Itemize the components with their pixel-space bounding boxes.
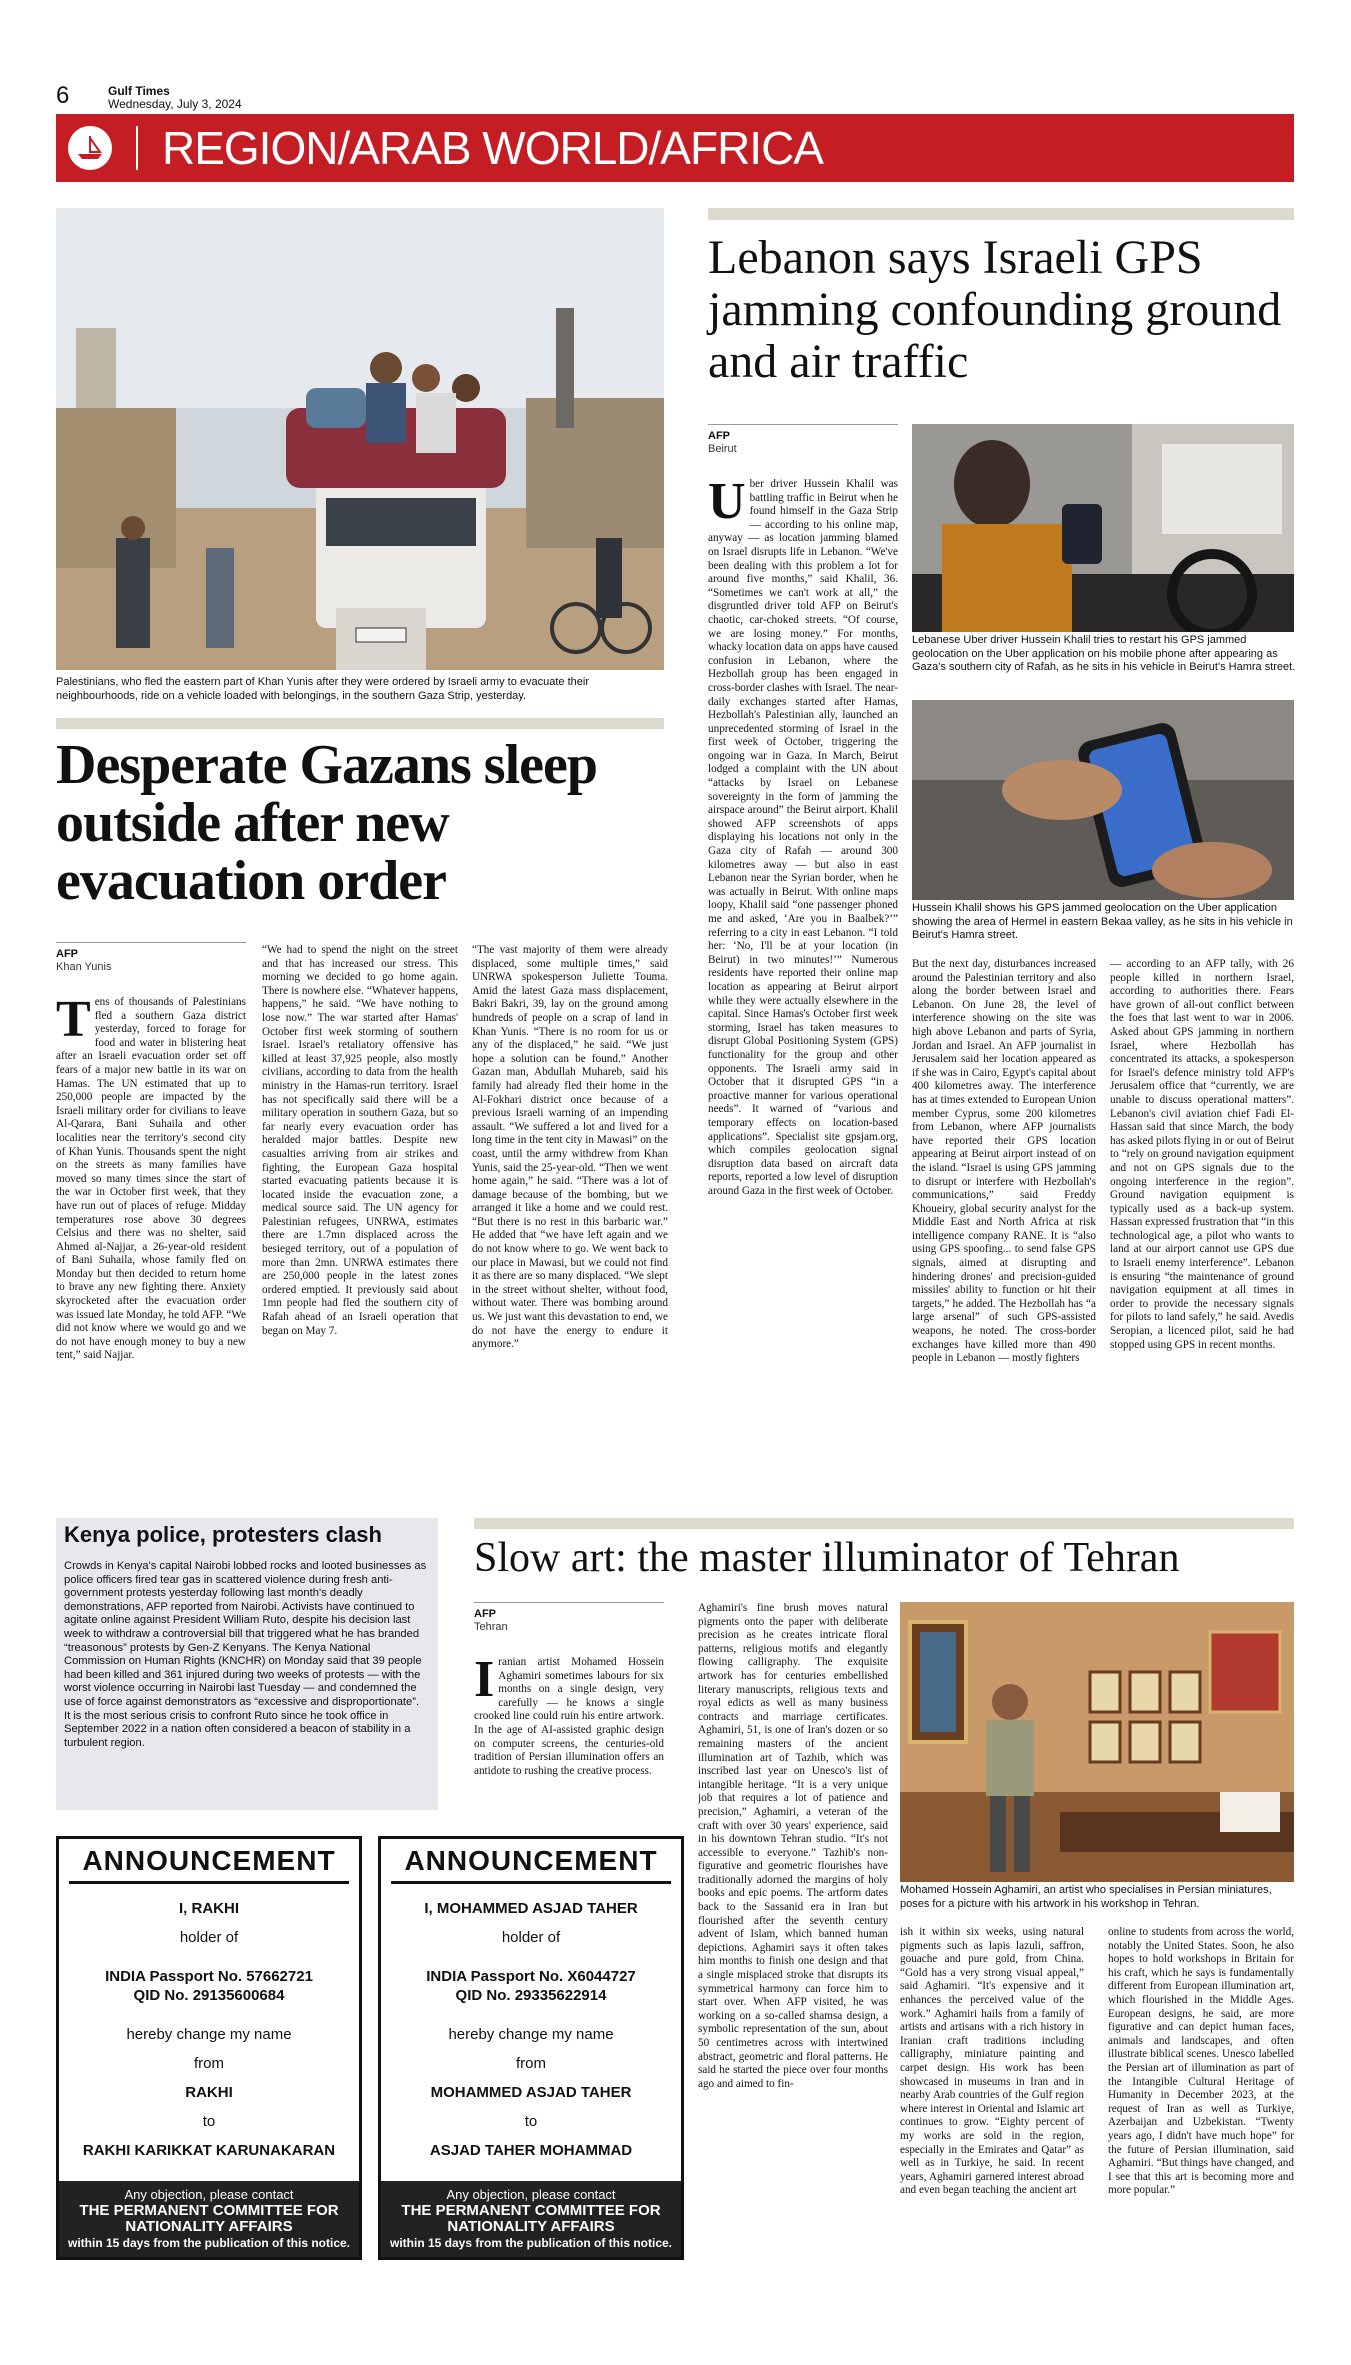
announcement-2-from: from	[516, 2055, 546, 2072]
lebanon-column-3: — according to an AFP tally, with 26 people killed in northern Israel, according to authorities there. Fears have grown of all-out conflict between the foes that last went to war in 2006. Asked about GPS jamming in northern Israel, where Hezbollah has concentrated its attacks, a spokesperson for Israel's defence ministry told AFP's Jerusalem office that “currently, we are unable to discuss operational matters”. Lebanon's civil aviation chief Fadi El-Hassan said that since March, the body has asked pilots flying in or out of Beirut to “rely on ground navigation equipment and not on GPS signals due to the ongoing interference in the region”. Ground navigation equipment is typically used as a back-up system. Hassan expressed frustration that “in this technological age, a pilot who wants to land at our airport cannot use GPS due to Israeli enemy interference”. Lebanon is ensuring “the maintenance of ground navigation equipment at all times in order to provide the necessary signals for pilots to land safely,” he said. Avedis Seropian, a licenced pilot, said he had stopped using GPS in recent months.	[1110, 958, 1294, 1351]
gaza-photo	[56, 208, 664, 670]
gaza-column-3: “The vast majority of them were already displaced, some multiple times,” said UNRWA spokesperson Juliette Touma. Amid the latest Gaza mass displacement, Bakri Bakri, 39, lay on the ground among hundreds of people on a scrap of land in Khan Yunis. “There is no room for us or any of the displaced,” he said. “We just hope a solution can be found.” Another Gazan man, Abdullah Muhareb, said his family had already fled their home in the Al-Fokhari district once because of a previous Israeli warning of an impending assault. “We suffered a lot and lived for a long time in the tent city in Mawasi” on the coast, until the army withdrew from Khan Yunis, said the 25-year-old. “Then we went home again,” he said. “There was a lot of damage because of the bombing, but we arranged it like a home and we could rest. “But there is no rest in this barbaric war.” He added that “we have left again and we do not know where to go. We went back to our place in Mawasi, but we could not find it as there are so many displaced. “We slept in the street without shelter, without food, without water. There was bombing around us. We just want this devastation to end, we do not have the energy to endure it anymore.”	[472, 944, 668, 1351]
tehran-source: AFP	[474, 1608, 496, 1620]
lebanon-photo-2-caption: Hussein Khalil shows his GPS jammed geolocation on the Uber application showing the area of Hermel in eastern Bekaa valley, as he sits in his vehicle in Beirut's Hamra street.	[912, 902, 1293, 941]
announcement-1-holder: holder of	[179, 1929, 239, 1946]
paper-name: Gulf Times	[108, 84, 170, 98]
tehran-column-3: ish it within six weeks, using natural pigments such as lapis lazuli, saffron, gouache and pure gold, from China. “Gold has a very strong visual appeal,” said Aghamiri. “It's expensive and it enhances the perceived value of the work.” Aghamiri hails from a family of artists and artisans with a rich history in Iranian craft traditions including calligraphy, miniature painting and carpet design. His work has been showcased in museums in Iran and in nearby Arab countries of the Gulf region where interest in Oriental and Islamic art continues to grow. “Eighty percent of my works are sold in the region, especially in the Emirates and Qatar” as well as in Turkiye, he said. In recent years, Aghamiri garnered interest abroad and even began teaching the ancient art	[900, 1926, 1084, 2197]
section-title: REGION/ARAB WORLD/AFRICA	[162, 122, 823, 174]
tehran-column-4: online to students from across the world, notably the United States. Soon, he also hopes to hold workshops in Britain for his craft, which he says is fundamentally different from European illumination art, which flourished in the Middle Ages. European designs, he said, are more figurative and can depict human faces, animals and landscapes, and often illustrate biblical scenes. Unesco labelled the Persian art of illumination as part of the Intangible Cultural Heritage of Humanity in December 2023, at the request of Iran as well as Turkiye, Azerbaijan and Uzbekistan. “Twenty years ago, I didn't have much hope” for the future of Persian illumination, said Aghamiri. “But things have changed, and I see that this art is becoming more and more popular.”	[1108, 1926, 1294, 2197]
lebanon-location: Beirut	[708, 443, 737, 455]
announcement-1-change: hereby change my name	[126, 2026, 292, 2043]
lebanon-photo-1	[912, 424, 1294, 632]
announcement-2-new-name: ASJAD TAHER MOHAMMAD	[429, 2142, 633, 2159]
page-number: 6	[56, 82, 70, 109]
announcement-1	[56, 1836, 362, 2260]
lebanon-dropcap: U	[708, 478, 746, 530]
kenya-body: Crowds in Kenya's capital Nairobi lobbed rocks and looted businesses as police officers fired tear gas in scattered violence during fresh anti-government protests yesterday following last month's deadly demonstrations, AFP reported from Nairobi. Activists have continued to agitate online against President William Ruto, despite his decision last week to withdraw a controversial bill that triggered what he has branded “treasonous” protests by Gen-Z Kenyans. The Kenya National Commission on Human Rights (KNCHR) on Monday said that 39 people had been killed and 361 injured during two weeks of protests — with the worst violence occurring in Nairobi last Tuesday — and condemned the use of force against demonstrators as “excessive and disproportionate”. It is the most serious crisis to confront Ruto since he took office in September 2022 in a nation often considered a beacon of stability in a turbulent region.	[64, 1560, 427, 1749]
announcement-2-holder: holder of	[501, 1929, 561, 1946]
announcement-1-qid: QID No. 29135600684	[133, 1987, 285, 2004]
tehran-photo-caption: Mohamed Hossein Aghamiri, an artist who specialises in Persian miniatures, poses for a picture with his artwork in his workshop in Tehran.	[900, 1884, 1272, 1910]
gaza-location: Khan Yunis	[56, 961, 112, 973]
lebanon-column-1	[708, 478, 898, 1520]
kenya-headline: Kenya police, protesters clash	[64, 1522, 382, 1547]
announcement-1-old-name: RAKHI	[185, 2084, 233, 2101]
announcement-2	[378, 1836, 684, 2260]
gaza-source: AFP	[56, 948, 78, 960]
lebanon-photo-2	[912, 700, 1294, 900]
tehran-column-2: Aghamiri's fine brush moves natural pigments onto the paper with deliberate precision as he creates intricate floral patterns, religious motifs and elegantly flowing calligraphy. The exquisite artwork has for centuries embellished literary manuscripts, religious texts and royal edicts as well as many business contracts and marriage certificates. Aghamiri, 51, is one of Iran's dozen or so remaining masters of the ancient illumination art of Tazhib, which was inscribed last year on Unesco's list of intangible heritage. “It is a very unique job that requires a lot of patience and precision,” Aghamiri, a veteran of the craft with over 30 years' experience, said in his downtown Tehran studio. “It's not accessible to everyone.” Tazhib's non-figurative and geometric flourishes have traditionally adorned the margins of holy books and epic poems. The artform dates back to the Sassanid era in Iran but flourished after the seventh century advent of Islam, which banned human depictions. Aghamiri says it often takes him months to finish one design and that a single misplaced stroke that disrupts its symmetrical harmony can force him to start over. When AFP visited, he was working on a so-called shamsa design, a symbolic representation of the sun, about 50 centimetres across with intertwined abstract, geometric and floral patterns. He said he started the piece over four months ago and aimed to fin-	[698, 1602, 888, 2090]
gaza-column-1	[56, 996, 246, 1506]
announcement-1-from: from	[194, 2055, 224, 2072]
gaza-column-2: “We had to spend the night on the street and that has increased our stress. This morning we decided to go home again. There is nowhere else. “Whatever happens, happens,” he said. “We have nothing to lose now.” The war started after Hamas' October first week storming of southern Israel. Israel's retaliatory offensive has killed at least 37,925 people, also mostly civilians, according to data from the health ministry in the Hamas-run territory. Israel has not specifically said there will be a military operation in southern Gaza, but so far nearly every evacuation order has heralded major battles. Despite new casualties arriving from air strikes and fighting, the European Gaza hospital started evacuating patients because it is located inside the evacuation zone, a medical source said. The UN agency for Palestinian refugees, UNRWA, estimates there are 1.7mn displaced across the besieged territory, out of a population of more than 2mn. UNRWA estimates there are 250,000 people in the latest zones ordered emptied. It previously said about 1mn people had fled the southern city of Rafah ahead of an Israeli operation that began on May 7.	[262, 944, 458, 1337]
section-logo-icon	[68, 126, 112, 170]
announcement-2-qid: QID No. 29335622914	[455, 1987, 607, 2004]
gaza-dropcap: T	[56, 996, 91, 1048]
announcement-2-name: I, MOHAMMED ASJAD TAHER	[424, 1900, 638, 1917]
tehran-dropcap: I	[474, 1656, 495, 1708]
announcement-1-new-name: RAKHI KARIKKAT KARUNAKARAN	[82, 2142, 336, 2159]
tehran-photo	[900, 1602, 1294, 1882]
announcement-2-passport: INDIA Passport No. X6044727	[426, 1968, 636, 1985]
announcement-2-old-name: MOHAMMED ASJAD TAHER	[430, 2084, 632, 2101]
tehran-column-1	[474, 1656, 664, 1816]
announcement-2-title: ANNOUNCEMENT	[391, 1839, 671, 1884]
lebanon-column-2: But the next day, disturbances increased around the Palestinian territory and also along the border between Israel and Lebanon. On June 28, the level of interference showing on the site was high above Lebanon and parts of Syria, Jordan and Israel. An AFP journalist in Jerusalem said her location appeared as if she was in Cairo, Egypt's capital about 400 kilometres away. The interference has at times extended to European Union member Cyprus, some 200 kilometres from Lebanon, where AFP journalists have reported their GPS location appearing at Beirut airport instead of on the island. “Israel is using GPS jamming to disrupt or interfere with Hezbollah's communications,” said Freddy Khoueiry, global security analyst for the Middle East and North Africa at risk intelligence company RANE. It is “also using GPS spoofing... to send false GPS signals, aimed at disrupting and hindering drones' and precision-guided missiles' ability to function or hit their targets,” he added. The Hezbollah has “a large arsenal” of such GPS-assisted weapons, he noted. The cross-border exchanges have killed more than 490 people in Lebanon — mostly fighters	[912, 958, 1096, 1365]
tehran-col1-text: ranian artist Mohamed Hossein Aghamiri sometimes labours for six months on a single design, very carefully — he knows a single crooked line could ruin his entire artwork. In the age of AI-assisted graphic design on computer screens, the centuries-old tradition of Persian illumination offers an antidote to rushing the creative process.	[474, 1656, 664, 1777]
gaza-headline: Desperate Gazans sleep outside after new evacuation order	[56, 734, 598, 912]
announcement-2-to: to	[524, 2113, 538, 2130]
tehran-location: Tehran	[474, 1621, 508, 1633]
lebanon-col1-text: ber driver Hussein Khalil was battling traffic in Beirut when he found himself in the Gaza Strip — according to his online map, anyway — as location jamming blamed on Israel disrupts life in Lebanon. “We've been dealing with this problem a lot for around five months,” said Khalil, 36. “Sometimes we can't work at all,” the disgruntled driver told AFP on Beirut's chaotic, car-choked streets. “Of course, we are losing money.” For months, whacky location data on apps have caused confusion in Lebanon, where the Hezbollah group has been engaged in cross-border clashes with Israel. The near-daily exchanges started after Hamas, Hezbollah's Palestinian ally, launched an unprecedented storming of Israel in the first week of October, triggering the ongoing war in Gaza. In March, Beirut lodged a complaint with the UN about “attacks by Israel on Lebanese sovereignty in the form of jamming the airspace around” the Beirut airport. Khalil showed AFP screenshots of apps displaying his locations not only in the Gaza city of Rafah — around 300 kilometres away — but also in east Lebanon near the Syrian border, when he was actually in Beirut. With online maps loopy, Khalil said “one passenger phoned me and asked, ‘Are you in Baalbek?’” referring to a city in east Lebanon. “I told her: ‘No, I'll be at your location (in Beirut) in two minutes!’” Numerous residents have reported their online map location as appearing at Beirut airport while they were actually elsewhere in the capital. Since Hamas's October first week storming, Israel has taken measures to disrupt Global Positioning System (GPS) functionality for the group and other opponents. The Israeli army said in October that it disrupted GPS “in a proactive manner for various operational needs”. It warned of “various and temporary effects on location-based applications”. Specialist site gpsjam.org, which compiles geolocation signal disruption data based on aircraft data reports, reported a low level of disruption around Gaza in the first week of October.	[708, 478, 898, 1197]
tehran-headline: Slow art: the master illuminator of Tehran	[474, 1535, 1180, 1581]
announcement-1-to: to	[202, 2113, 216, 2130]
announcement-1-title: ANNOUNCEMENT	[69, 1839, 349, 1884]
lebanon-photo-1-caption: Lebanese Uber driver Hussein Khalil tries to restart his GPS jammed geolocation on the Uber application on his mobile phone after appearing as Gaza's southern city of Rafah, as he sits in his vehicle in Beirut's Hamra street.	[912, 634, 1296, 673]
section-banner	[56, 114, 1294, 182]
issue-date: Wednesday, July 3, 2024	[108, 97, 242, 111]
kenya-sidebar	[56, 1518, 438, 1810]
announcement-1-passport: INDIA Passport No. 57662721	[105, 1968, 313, 1985]
gaza-col1-text: ens of thousands of Palestinians fled a southern Gaza district yesterday, forced to forage for food and water in blistering heat after an Israeli evacuation order set off fears of a major new battle in its war on Hamas. The UN estimated that up to 250,000 people are impacted by the Israeli military order for civilians to leave Al-Qarara, Bani Suhaila and other localities near the territory's second city of Khan Yunis. Thousands spent the night on the streets as many families have moved so many times since the start of the war in October first week, that they have run out of places of refuge. Midday temperatures rose above 30 degrees Celsius and there was no shelter, said Ahmed al-Najjar, a 26-year-old resident of Bani Suhaila, whose family fled on Monday but then decided to return home to brave any new fighting there. Anxiety skyrocketed after the evacuation order was issued late Monday, he told AFP. “We did not know where we would go and we do not have enough money to buy a new tent,” said Najjar.	[56, 996, 246, 1362]
announcement-2-change: hereby change my name	[448, 2026, 614, 2043]
lebanon-source: AFP	[708, 430, 730, 442]
announcement-2-footer: Any objection, please contact THE PERMANENT COMMITTEE FOR NATIONALITY AFFAIRS within 15 days from the publication of this notice.	[381, 2181, 681, 2257]
gaza-photo-caption: Palestinians, who fled the eastern part of Khan Yunis after they were ordered by Israeli army to evacuate their neighbourhoods, ride on a vehicle loaded with belongings, in the southern Gaza Strip, yesterday.	[56, 676, 589, 702]
lebanon-headline: Lebanon says Israeli GPS jamming confounding ground and air traffic	[708, 231, 1282, 388]
announcement-1-name: I, RAKHI	[179, 1900, 239, 1917]
announcement-1-footer: Any objection, please contact THE PERMANENT COMMITTEE FOR NATIONALITY AFFAIRS within 15 days from the publication of this notice.	[59, 2181, 359, 2257]
